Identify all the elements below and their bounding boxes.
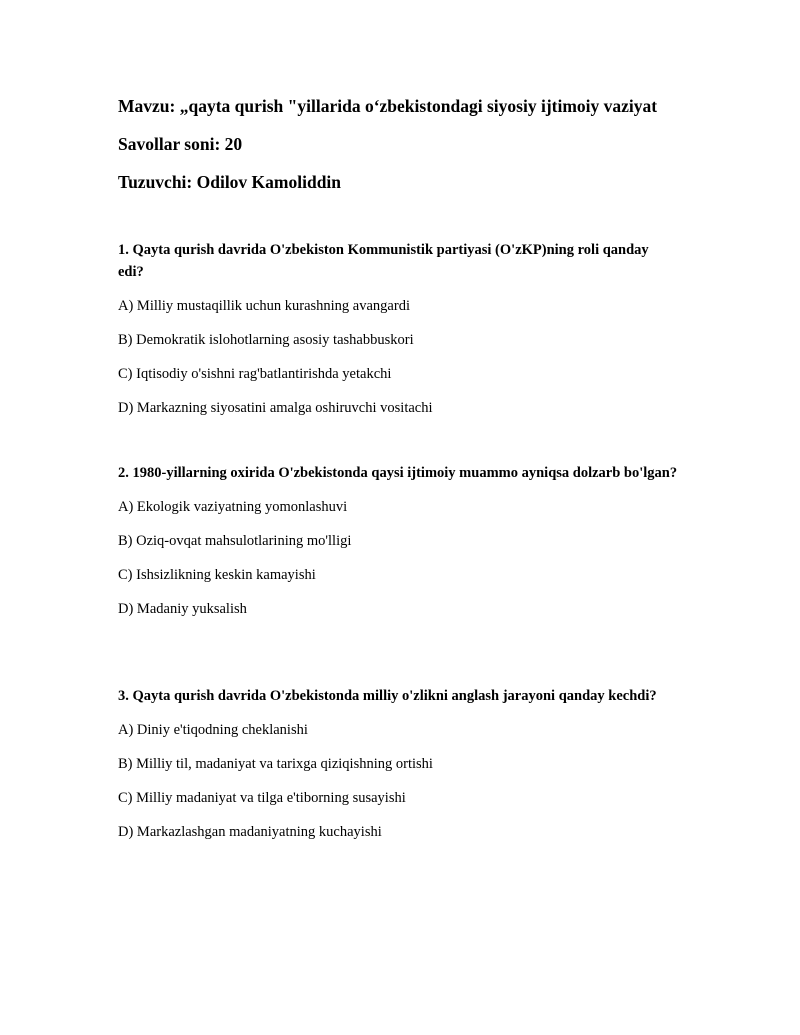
answer-option-b: B) Milliy til, madaniyat va tarixga qiziqishning ortishi [118, 756, 433, 772]
answer-option-a: A) Ekologik vaziyatning yomonlashuvi [118, 499, 348, 515]
answer-option-a: A) Diniy e'tiqodning cheklanishi [118, 722, 308, 738]
answer-option-d: D) Markazning siyosatini amalga oshiruvchi vositachi [118, 400, 433, 416]
question-text: 3. Qayta qurish davrida O'zbekistonda milliy o'zlikni anglash jarayoni qanday kechdi? [118, 688, 657, 704]
answer-option-c: C) Ishsizlikning keskin kamayishi [118, 567, 316, 583]
topic-heading: Mavzu: „qayta qurish "yillarida o‘zbekistondagi siyosiy ijtimoiy vaziyat [118, 96, 658, 116]
answer-option-d: D) Madaniy yuksalish [118, 601, 247, 617]
answer-option-b: B) Oziq-ovqat mahsulotlarining mo'lligi [118, 533, 352, 549]
question-text: 1. Qayta qurish davrida O'zbekiston Kommunistik partiyasi (O'zKP)ning roli qanday edi? [118, 242, 649, 280]
question-block-3 [118, 685, 678, 855]
answer-option-b: B) Demokratik islohotlarning asosiy tashabbuskori [118, 332, 414, 348]
author-heading: Tuzuvchi: Odilov Kamoliddin [118, 172, 342, 192]
question-block-2 [118, 462, 678, 632]
answer-option-c: C) Milliy madaniyat va tilga e'tiborning susayishi [118, 790, 406, 806]
answer-option-d: D) Markazlashgan madaniyatning kuchayishi [118, 824, 382, 840]
answer-option-c: C) Iqtisodiy o'sishni rag'batlantirishda yetakchi [118, 366, 392, 382]
question-block-1 [118, 239, 678, 431]
question-count-heading: Savollar soni: 20 [118, 134, 243, 154]
question-text: 2. 1980-yillarning oxirida O'zbekistonda qaysi ijtimoiy muammo ayniqsa dolzarb bo'lgan? [118, 465, 678, 481]
document-header [118, 95, 758, 209]
answer-option-a: A) Milliy mustaqillik uchun kurashning avangardi [118, 298, 410, 314]
